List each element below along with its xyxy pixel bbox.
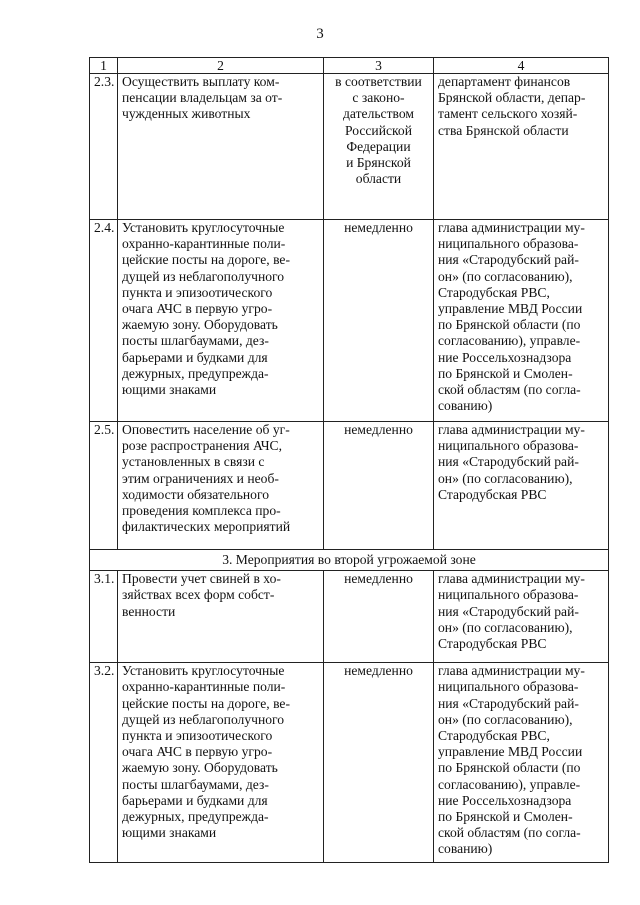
- measures-table: [89, 57, 609, 863]
- table-row: [90, 74, 609, 220]
- row-term: немедленно: [324, 220, 434, 422]
- header-col-2: 2: [118, 58, 324, 74]
- row-action: Установить круглосуточные охранно-карантинные поли- цейские посты на дороге, ве- дущей из неблагополучного пункта и эпизоотического очага АЧС в первую угро- жаемую зону. Оборудовать посты шлагбаумами, дез- барьерами и будками для дежурных, предупрежда- ющими знаками: [118, 220, 324, 422]
- table-row: [90, 220, 609, 422]
- row-responsible: глава администрации му- ниципального образова- ния «Стародубский рай- он» (по согласованию), Стародубская РВС: [434, 571, 609, 663]
- row-term: немедленно: [324, 571, 434, 663]
- row-term: немедленно: [324, 663, 434, 863]
- row-action: Установить круглосуточные охранно-карантинные поли- цейские посты на дороге, ве- дущей из неблагополучного пункта и эпизоотического очага АЧС в первую угро- жаемую зону. Оборудовать посты шлагбаумами, дез- барьерами и будками для дежурных, предупрежда- ющими знаками: [118, 663, 324, 863]
- table-row: [90, 422, 609, 550]
- row-responsible: глава администрации му- ниципального образова- ния «Стародубский рай- он» (по согласованию), Стародубская РВС, управление МВД России по Брянской области (по согласованию), управле- ние Россельхознадзора по Брянской и Смолен- ской областям (по согла- сованию): [434, 663, 609, 863]
- row-action: Осуществить выплату ком- пенсации владельцам за от- чужденных животных: [118, 74, 324, 220]
- table-row: [90, 571, 609, 663]
- table-header-row: [90, 58, 609, 74]
- section-title: 3. Мероприятия во второй угрожаемой зоне: [90, 550, 609, 571]
- header-col-3: 3: [324, 58, 434, 74]
- header-col-4: 4: [434, 58, 609, 74]
- row-action: Провести учет свиней в хо- зяйствах всех форм собст- венности: [118, 571, 324, 663]
- section-heading-row: [90, 550, 609, 571]
- row-number: 2.5.: [90, 422, 118, 550]
- row-responsible: департамент финансов Брянской области, депар- тамент сельского хозяй- ства Брянской области: [434, 74, 609, 220]
- header-col-1: 1: [90, 58, 118, 74]
- row-responsible: глава администрации му- ниципального образова- ния «Стародубский рай- он» (по согласованию), Стародубская РВС: [434, 422, 609, 550]
- row-number: 3.1.: [90, 571, 118, 663]
- row-action: Оповестить население об уг- розе распространения АЧС, установленных в связи с этим ограничениях и необ- ходимости обязательного проведения комплекса про- филактических мероприятий: [118, 422, 324, 550]
- row-responsible: глава администрации му- ниципального образова- ния «Стародубский рай- он» (по согласованию), Стародубская РВС, управление МВД России по Брянской области (по согласованию), управле- ние Россельхознадзора по Брянской и Смолен- ской областям (по согла- сованию): [434, 220, 609, 422]
- row-number: 2.3.: [90, 74, 118, 220]
- row-number: 3.2.: [90, 663, 118, 863]
- row-term: немедленно: [324, 422, 434, 550]
- page-number: 3: [316, 26, 324, 42]
- table-row: [90, 663, 609, 863]
- row-term: в соответствии с законо- дательством Российской Федерации и Брянской области: [324, 74, 434, 220]
- row-number: 2.4.: [90, 220, 118, 422]
